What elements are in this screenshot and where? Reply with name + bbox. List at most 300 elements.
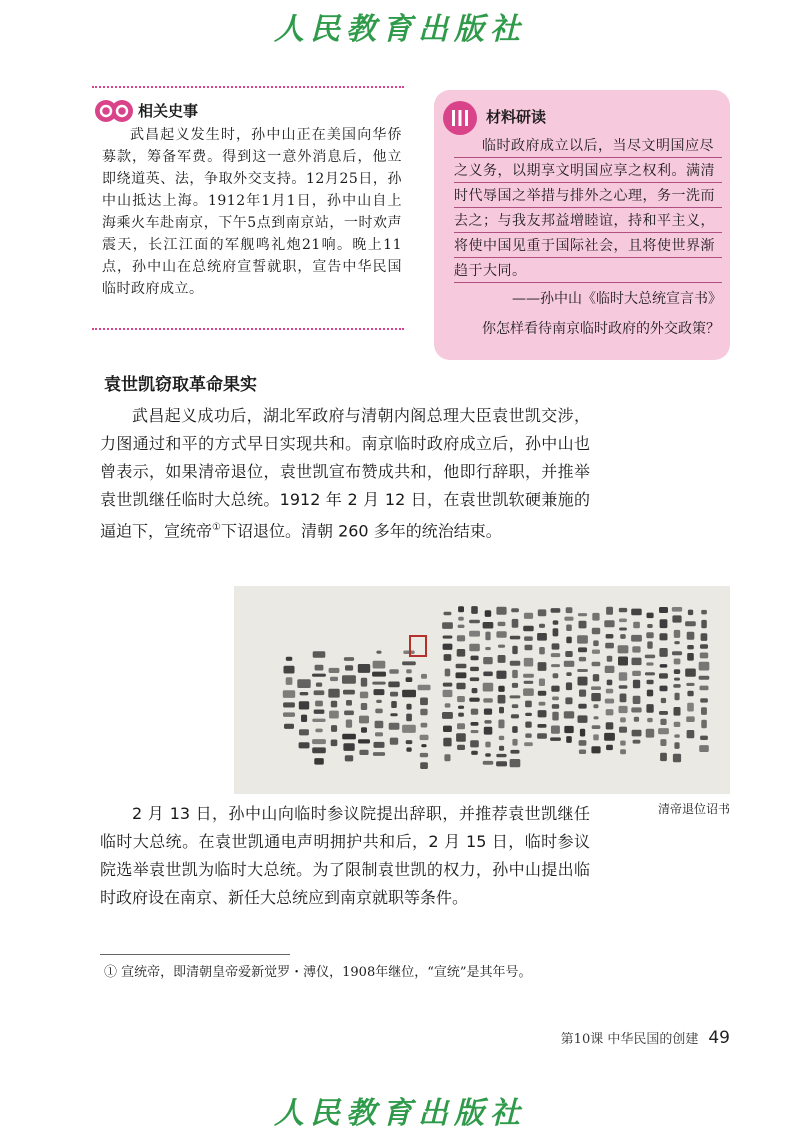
calligraphy-stroke — [566, 672, 571, 676]
calligraphy-stroke — [579, 657, 586, 662]
calligraphy-stroke — [360, 692, 368, 699]
section-title: 袁世凯窃取革命果实 — [104, 375, 257, 395]
calligraphy-stroke — [359, 750, 368, 755]
calligraphy-stroke — [284, 724, 294, 729]
calligraphy-stroke — [389, 723, 400, 730]
page-footer — [520, 1028, 730, 1048]
calligraphy-stroke — [420, 762, 428, 769]
calligraphy-stroke — [551, 726, 560, 734]
calligraphy-stroke — [524, 613, 533, 619]
calligraphy-stroke — [674, 722, 681, 727]
calligraphy-stroke — [523, 626, 534, 631]
calligraphy-stroke — [498, 655, 506, 663]
calligraphy-stroke — [512, 670, 518, 678]
calligraphy-stroke — [372, 672, 386, 677]
calligraphy-stroke — [343, 690, 355, 695]
calligraphy-stroke — [484, 727, 493, 735]
calligraphy-stroke — [471, 751, 478, 755]
calligraphy-stroke — [312, 719, 325, 722]
calligraphy-stroke — [646, 729, 655, 738]
calligraphy-stroke — [483, 622, 494, 629]
calligraphy-stroke — [646, 632, 653, 638]
calligraphy-stroke — [591, 693, 601, 701]
calligraphy-stroke — [483, 672, 493, 677]
calligraphy-stroke — [361, 727, 367, 733]
calligraphy-stroke — [661, 698, 666, 703]
calligraphy-stroke — [701, 707, 707, 715]
calligraphy-stroke — [619, 672, 627, 681]
calligraphy-stroke — [659, 673, 668, 678]
calligraphy-stroke — [512, 646, 517, 654]
calligraphy-stroke — [358, 664, 370, 673]
calligraphy-stroke — [620, 634, 626, 639]
calligraphy-stroke — [331, 701, 337, 708]
calligraphy-stroke — [512, 619, 519, 628]
calligraphy-stroke — [553, 673, 559, 678]
calligraphy-stroke — [496, 761, 507, 766]
calligraphy-stroke — [620, 694, 627, 703]
material-study-quote: 临时政府成立以后，当尽文明国应尽之义务，以期享文明国应享之权利。满清时代辱国之举措与排外之心理，务一洗而去之；与我友邦益增睦谊，持和平主义，将使中国见重于国际社会，且将使世界渐趋于大同。 — [454, 134, 722, 284]
calligraphy-stroke — [660, 719, 666, 725]
calligraphy-stroke — [566, 607, 573, 613]
calligraphy-stroke — [672, 615, 681, 622]
calligraphy-stroke — [631, 609, 642, 616]
calligraphy-stroke — [699, 745, 709, 752]
calligraphy-stroke — [472, 688, 478, 693]
calligraphy-stroke — [699, 662, 710, 671]
calligraphy-stroke — [471, 656, 479, 661]
calligraphy-stroke — [286, 657, 293, 661]
calligraphy-stroke — [443, 690, 453, 697]
calligraphy-stroke — [344, 711, 354, 716]
calligraphy-stroke — [300, 692, 309, 695]
calligraphy-stroke — [315, 729, 322, 733]
calligraphy-stroke — [579, 621, 587, 629]
lesson-title: 第10课 中华民国的创建 — [560, 1032, 699, 1047]
calligraphy-stroke — [329, 711, 339, 719]
calligraphy-stroke — [442, 622, 453, 629]
calligraphy-stroke — [443, 644, 453, 650]
calligraphy-stroke — [674, 669, 680, 674]
calligraphy-stroke — [511, 714, 519, 718]
calligraphy-stroke — [593, 640, 599, 646]
calligraphy-stroke — [485, 742, 490, 748]
calligraphy-stroke — [498, 622, 506, 626]
calligraphy-stroke — [510, 636, 521, 640]
calligraphy-stroke — [331, 725, 337, 732]
calligraphy-stroke — [553, 628, 559, 636]
calligraphy-stroke — [406, 747, 411, 751]
para1-text-a: 武昌起义成功后，湖北军政府与清朝内阁总理大臣袁世凯交涉，力图通过和平的方式早日实现共和。南京临时政府成立后，孙中山也曾表示，如果清帝退位，袁世凯宣布赞成共和，他即行辞职，并推举袁世凯继任临时大总统。1912 年 2 月 12 日，在袁世凯软硬兼施的逼迫下，宣统帝 — [100, 406, 590, 541]
calligraphy-stroke — [470, 740, 479, 747]
calligraphy-stroke — [498, 686, 504, 692]
calligraphy-stroke — [537, 633, 547, 641]
calligraphy-stroke — [444, 612, 452, 616]
calligraphy-stroke — [328, 689, 339, 698]
calligraphy-stroke — [564, 711, 574, 718]
calligraphy-stroke — [645, 672, 655, 675]
calligraphy-stroke — [660, 664, 668, 668]
calligraphy-stroke — [660, 633, 668, 640]
calligraphy-stroke — [606, 689, 613, 694]
calligraphy-stroke — [675, 693, 680, 701]
calligraphy-stroke — [538, 609, 547, 616]
calligraphy-stroke — [647, 624, 653, 628]
calligraphy-stroke — [510, 750, 519, 754]
calligraphy-stroke — [564, 661, 575, 667]
calligraphy-stroke — [577, 669, 588, 672]
calligraphy-stroke — [606, 607, 613, 615]
calligraphy-stroke — [632, 730, 642, 737]
calligraphy-stroke — [539, 702, 546, 706]
calligraphy-stroke — [483, 761, 494, 765]
calligraphy-stroke — [359, 716, 369, 724]
calligraphy-stroke — [618, 645, 629, 653]
calligraphy-stroke — [299, 742, 310, 748]
calligraphy-stroke — [483, 698, 493, 702]
calligraphy-stroke — [672, 651, 682, 655]
calligraphy-stroke — [343, 743, 354, 751]
calligraphy-stroke — [701, 610, 707, 615]
calligraphy-stroke — [525, 701, 532, 708]
calligraphy-stroke — [345, 755, 353, 761]
calligraphy-stroke — [552, 704, 559, 709]
calligraphy-stroke — [606, 722, 614, 729]
calligraphy-stroke — [564, 726, 573, 733]
calligraphy-stroke — [618, 657, 628, 666]
calligraphy-stroke — [458, 617, 464, 621]
page-number: 49 — [708, 1028, 730, 1048]
calligraphy-stroke — [499, 736, 504, 740]
calligraphy-stroke — [673, 754, 681, 762]
material-study-title: 材料研读 — [486, 108, 547, 126]
calligraphy-stroke — [329, 668, 340, 673]
calligraphy-stroke — [551, 653, 560, 657]
calligraphy-stroke — [457, 649, 466, 657]
calligraphy-stroke — [700, 736, 708, 740]
calligraphy-stroke — [550, 737, 561, 741]
calligraphy-stroke — [686, 716, 695, 722]
calligraphy-stroke — [470, 667, 479, 671]
calligraphy-stroke — [402, 690, 416, 698]
calligraphy-stroke — [469, 698, 479, 702]
calligraphy-stroke — [342, 675, 356, 684]
calligraphy-stroke — [346, 720, 352, 728]
calligraphy-stroke — [659, 607, 668, 613]
calligraphy-stroke — [646, 662, 653, 665]
calligraphy-stroke — [578, 677, 588, 686]
calligraphy-stroke — [539, 624, 545, 628]
calligraphy-stroke — [524, 658, 533, 667]
calligraphy-stroke — [604, 620, 614, 627]
calligraphy-stroke — [674, 641, 680, 644]
calligraphy-stroke — [314, 690, 325, 695]
calligraphy-stroke — [551, 686, 559, 692]
calligraphy-stroke — [523, 688, 534, 696]
calligraphy-stroke — [301, 715, 307, 722]
calligraphy-stroke — [496, 607, 506, 615]
calligraphy-stroke — [456, 733, 466, 742]
calligraphy-stroke — [592, 613, 599, 621]
calligraphy-stroke — [496, 754, 506, 757]
calligraphy-stroke — [469, 644, 480, 652]
calligraphy-stroke — [485, 753, 491, 756]
calligraphy-stroke — [539, 679, 545, 687]
calligraphy-stroke — [470, 677, 479, 681]
calligraphy-stroke — [566, 637, 572, 644]
calligraphy-stroke — [660, 686, 668, 692]
body-paragraph-1 — [100, 402, 590, 545]
calligraphy-stroke — [389, 669, 399, 674]
calligraphy-stroke — [592, 725, 601, 729]
calligraphy-stroke — [660, 619, 668, 628]
calligraphy-stroke — [523, 674, 534, 678]
calligraphy-stroke — [537, 733, 547, 739]
calligraphy-stroke — [632, 671, 641, 676]
calligraphy-stroke — [619, 727, 627, 733]
calligraphy-stroke — [315, 701, 323, 707]
calligraphy-stroke — [375, 732, 383, 736]
calligraphy-stroke — [406, 714, 412, 722]
calligraphy-stroke — [659, 648, 667, 657]
calligraphy-stroke — [537, 724, 546, 728]
calligraphy-stroke — [458, 606, 464, 612]
calligraphy-stroke — [315, 665, 324, 671]
footnote-marker[interactable]: ① — [212, 522, 221, 533]
calligraphy-stroke — [592, 662, 601, 667]
calligraphy-stroke — [499, 707, 504, 714]
calligraphy-stroke — [551, 664, 560, 667]
calligraphy-stroke — [444, 654, 452, 661]
calligraphy-stroke — [578, 704, 586, 709]
calligraphy-stroke — [373, 661, 386, 669]
calligraphy-stroke — [471, 709, 478, 715]
calligraphy-stroke — [498, 720, 504, 729]
calligraphy-stroke — [631, 707, 641, 712]
calligraphy-stroke — [420, 753, 428, 757]
calligraphy-stroke — [685, 621, 696, 626]
calligraphy-stroke — [687, 703, 694, 712]
calligraphy-stroke — [458, 706, 464, 709]
calligraphy-stroke — [634, 717, 639, 722]
calligraphy-stroke — [402, 725, 416, 733]
calligraphy-stroke — [552, 697, 559, 701]
calligraphy-stroke — [372, 682, 385, 685]
calligraphy-stroke — [510, 759, 521, 767]
related-history-icon — [94, 94, 134, 128]
calligraphy-stroke — [660, 739, 666, 746]
calligraphy-stroke — [485, 610, 492, 617]
calligraphy-stroke — [456, 664, 467, 669]
calligraphy-stroke — [674, 742, 679, 749]
calligraphy-stroke — [700, 644, 708, 648]
calligraphy-stroke — [632, 658, 642, 666]
calligraphy-stroke — [606, 709, 614, 715]
calligraphy-stroke — [512, 726, 518, 733]
calligraphy-stroke — [647, 613, 654, 619]
calligraphy-stroke — [633, 680, 640, 689]
calligraphy-stroke — [420, 709, 427, 716]
calligraphy-stroke — [361, 703, 367, 710]
calligraphy-stroke — [701, 620, 707, 628]
para1-text-b: 下诏退位。清朝 260 多年的统治结束。 — [220, 521, 502, 541]
calligraphy-stroke — [471, 722, 479, 726]
calligraphy-stroke — [578, 647, 587, 652]
calligraphy-stroke — [525, 645, 533, 651]
calligraphy-stroke — [580, 729, 585, 737]
calligraphy-stroke — [552, 712, 558, 721]
calligraphy-stroke — [471, 730, 479, 733]
calligraphy-stroke — [593, 674, 599, 681]
calligraphy-stroke — [553, 620, 559, 624]
calligraphy-stroke — [299, 729, 309, 735]
calligraphy-stroke — [458, 625, 465, 628]
calligraphy-stroke — [456, 672, 467, 678]
calligraphy-stroke — [605, 666, 615, 673]
calligraphy-stroke — [512, 704, 519, 708]
calligraphy-stroke — [444, 754, 450, 761]
calligraphy-stroke — [443, 683, 453, 687]
calligraphy-stroke — [406, 704, 411, 710]
calligraphy-stroke — [647, 718, 653, 722]
calligraphy-stroke — [619, 608, 627, 612]
calligraphy-stroke — [674, 630, 680, 638]
calligraphy-stroke — [418, 685, 431, 691]
calligraphy-stroke — [674, 678, 680, 681]
calligraphy-stroke — [483, 683, 494, 692]
calligraphy-stroke — [374, 689, 385, 695]
calligraphy-stroke — [330, 677, 338, 681]
calligraphy-stroke — [633, 740, 641, 744]
material-study-box — [434, 90, 730, 360]
calligraphy-stroke — [283, 712, 295, 717]
calligraphy-stroke — [566, 736, 572, 743]
calligraphy-stroke — [512, 739, 517, 746]
calligraphy-stroke — [658, 728, 669, 734]
calligraphy-stroke — [700, 698, 708, 702]
calligraphy-stroke — [632, 646, 640, 652]
calligraphy-stroke — [673, 684, 680, 688]
calligraphy-stroke — [498, 695, 506, 704]
calligraphy-stroke — [442, 712, 453, 719]
calligraphy-stroke — [456, 683, 465, 689]
calligraphy-stroke — [619, 685, 628, 688]
body-paragraph-2: 2 月 13 日，孙中山向临时参议院提出辞职，并推荐袁世凯继任临时大总统。在袁世凯通电声明拥护共和后，2 月 15 日，临时参议院选举袁世凯为临时大总统。为了限制袁世凯的权力，孙中山提出临时政府设在南京、新任大总统应到南京就职等条件。 — [100, 804, 590, 907]
calligraphy-stroke — [524, 681, 534, 684]
calligraphy-stroke — [390, 692, 398, 697]
calligraphy-stroke — [458, 713, 464, 717]
calligraphy-stroke — [390, 738, 398, 745]
material-study-icon — [442, 100, 478, 136]
calligraphy-stroke — [633, 696, 641, 704]
calligraphy-stroke — [607, 680, 613, 686]
calligraphy-stroke — [619, 628, 627, 631]
calligraphy-stroke — [484, 709, 492, 715]
calligraphy-stroke — [646, 704, 653, 713]
calligraphy-stroke — [346, 700, 352, 706]
calligraphy-stroke — [687, 632, 695, 640]
calligraphy-stroke — [594, 716, 599, 719]
calligraphy-stroke — [687, 730, 695, 738]
calligraphy-stroke — [469, 631, 480, 637]
calligraphy-stroke — [499, 746, 504, 751]
calligraphy-stroke — [551, 608, 561, 613]
calligraphy-stroke — [286, 677, 293, 685]
calligraphy-stroke — [538, 662, 547, 671]
calligraphy-stroke — [524, 636, 533, 641]
calligraphy-stroke — [313, 651, 326, 658]
calligraphy-stroke — [525, 722, 531, 728]
calligraphy-stroke — [314, 758, 324, 765]
calligraphy-stroke — [406, 677, 413, 682]
calligraphy-stroke — [510, 661, 521, 666]
calligraphy-stroke — [619, 706, 628, 713]
calligraphy-stroke — [593, 704, 598, 708]
calligraphy-stroke — [592, 628, 600, 635]
calligraphy-stroke — [376, 651, 381, 654]
calligraphy-stroke — [674, 707, 681, 716]
calligraphy-stroke — [342, 734, 356, 740]
calligraphy-stroke — [579, 690, 586, 697]
calligraphy-stroke — [565, 697, 572, 704]
calligraphy-stroke — [498, 645, 505, 648]
calligraphy-stroke — [688, 610, 693, 616]
calligraphy-stroke — [525, 713, 532, 716]
calligraphy-stroke — [579, 750, 586, 755]
calligraphy-stroke — [457, 723, 465, 729]
calligraphy-stroke — [647, 680, 654, 684]
calligraphy-stroke — [358, 739, 370, 743]
calligraphy-stroke — [457, 745, 465, 750]
calligraphy-stroke — [607, 656, 613, 662]
calligraphy-stroke — [606, 745, 613, 750]
calligraphy-stroke — [483, 657, 493, 664]
calligraphy-stroke — [485, 647, 491, 650]
calligraphy-stroke — [591, 746, 600, 753]
calligraphy-stroke — [647, 690, 653, 697]
calligraphy-stroke — [443, 726, 452, 732]
calligraphy-stroke — [578, 613, 587, 616]
calligraphy-stroke — [485, 632, 490, 641]
calligraphy-stroke — [421, 674, 427, 679]
calligraphy-stroke — [314, 710, 325, 714]
calligraphy-stroke — [592, 650, 600, 654]
calligraphy-stroke — [579, 740, 587, 746]
calligraphy-stroke — [512, 683, 518, 688]
calligraphy-stroke — [283, 702, 295, 707]
calligraphy-stroke — [457, 696, 465, 702]
calligraphy-stroke — [687, 653, 694, 661]
calligraphy-stroke — [566, 625, 572, 632]
calligraphy-stroke — [605, 643, 614, 649]
calligraphy-stroke — [672, 607, 682, 612]
calligraphy-stroke — [344, 657, 354, 661]
calligraphy-stroke — [445, 669, 451, 677]
calligraphy-stroke — [388, 682, 399, 688]
related-history-title: 相关史事 — [138, 102, 199, 120]
calligraphy-stroke — [565, 651, 572, 657]
publisher-watermark-bottom: 人民教育出版社 — [274, 1096, 526, 1131]
calligraphy-stroke — [421, 744, 426, 747]
calligraphy-stroke — [647, 641, 652, 648]
calligraphy-stroke — [566, 682, 572, 690]
calligraphy-stroke — [700, 686, 709, 691]
calligraphy-stroke — [484, 720, 491, 724]
calligraphy-stroke — [633, 622, 640, 629]
calligraphy-stroke — [402, 661, 416, 665]
calligraphy-stroke — [390, 713, 397, 716]
calligraphy-stroke — [312, 674, 326, 677]
